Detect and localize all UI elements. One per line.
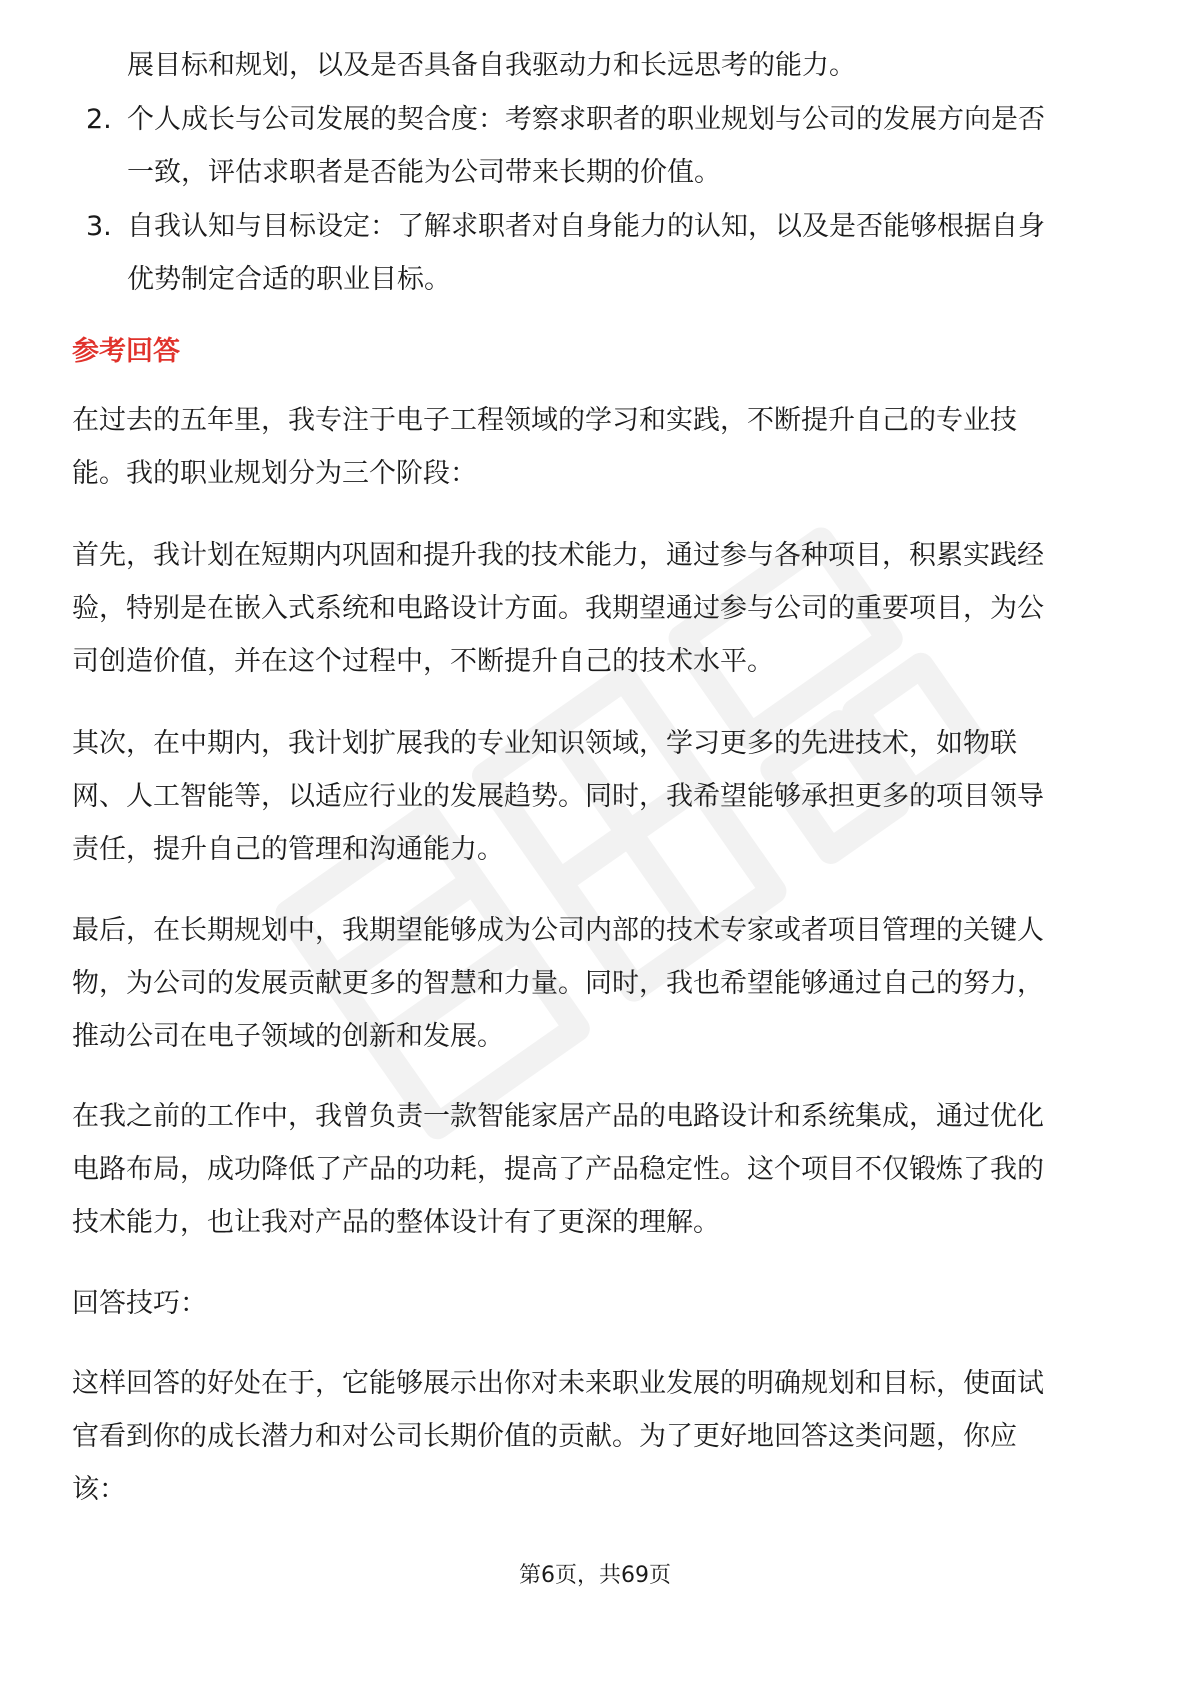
list-item-line: 自我认知与目标设定：了解求职者对自身能力的认知，以及是否能够根据自身 <box>127 211 1045 242</box>
section-heading: 参考回答 <box>72 336 180 367</box>
paragraph-line: 网、人工智能等，以适应行业的发展趋势。同时，我希望能够承担更多的项目领导 <box>72 781 1044 812</box>
list-continuation: 展目标和规划，以及是否具备自我驱动力和长远思考的能力。 <box>127 50 856 81</box>
paragraph-line: 回答技巧： <box>72 1288 207 1319</box>
list-item-line: 个人成长与公司发展的契合度：考察求职者的职业规划与公司的发展方向是否 <box>127 104 1045 135</box>
paragraph-line: 最后，在长期规划中，我期望能够成为公司内部的技术专家或者项目管理的关键人 <box>72 915 1044 946</box>
paragraph-line: 官看到你的成长潜力和对公司长期价值的贡献。为了更好地回答这类问题，你应 <box>72 1421 1017 1452</box>
paragraph-line: 该： <box>72 1474 126 1505</box>
paragraph-line: 物，为公司的发展贡献更多的智慧和力量。同时，我也希望能够通过自己的努力， <box>72 968 1044 999</box>
paragraph-line: 责任，提升自己的管理和沟通能力。 <box>72 834 504 865</box>
paragraph-line: 首先，我计划在短期内巩固和提升我的技术能力，通过参与各种项目，积累实践经 <box>72 540 1044 571</box>
paragraph-line: 电路布局，成功降低了产品的功耗，提高了产品稳定性。这个项目不仅锻炼了我的 <box>72 1154 1044 1185</box>
list-item-number: 3. <box>86 211 112 242</box>
paragraph-line: 这样回答的好处在于，它能够展示出你对未来职业发展的明确规划和目标，使面试 <box>72 1368 1044 1399</box>
paragraph-line: 能。我的职业规划分为三个阶段： <box>72 458 477 489</box>
paragraph-line: 在我之前的工作中，我曾负责一款智能家居产品的电路设计和系统集成，通过优化 <box>72 1101 1044 1132</box>
page-footer: 第6页，共69页 <box>519 1563 671 1588</box>
paragraph-line: 在过去的五年里，我专注于电子工程领域的学习和实践，不断提升自己的专业技 <box>72 405 1017 436</box>
paragraph-line: 其次，在中期内，我计划扩展我的专业知识领域，学习更多的先进技术，如物联 <box>72 728 1017 759</box>
paragraph-line: 技术能力，也让我对产品的整体设计有了更深的理解。 <box>72 1207 720 1238</box>
list-item-line: 优势制定合适的职业目标。 <box>127 264 451 295</box>
paragraph-line: 推动公司在电子领域的创新和发展。 <box>72 1021 504 1052</box>
list-item-line: 一致，评估求职者是否能为公司带来长期的价值。 <box>127 157 721 188</box>
paragraph-line: 司创造价值，并在这个过程中，不断提升自己的技术水平。 <box>72 646 774 677</box>
paragraph-line: 验，特别是在嵌入式系统和电路设计方面。我期望通过参与公司的重要项目，为公 <box>72 593 1044 624</box>
list-item-number: 2. <box>86 104 112 135</box>
